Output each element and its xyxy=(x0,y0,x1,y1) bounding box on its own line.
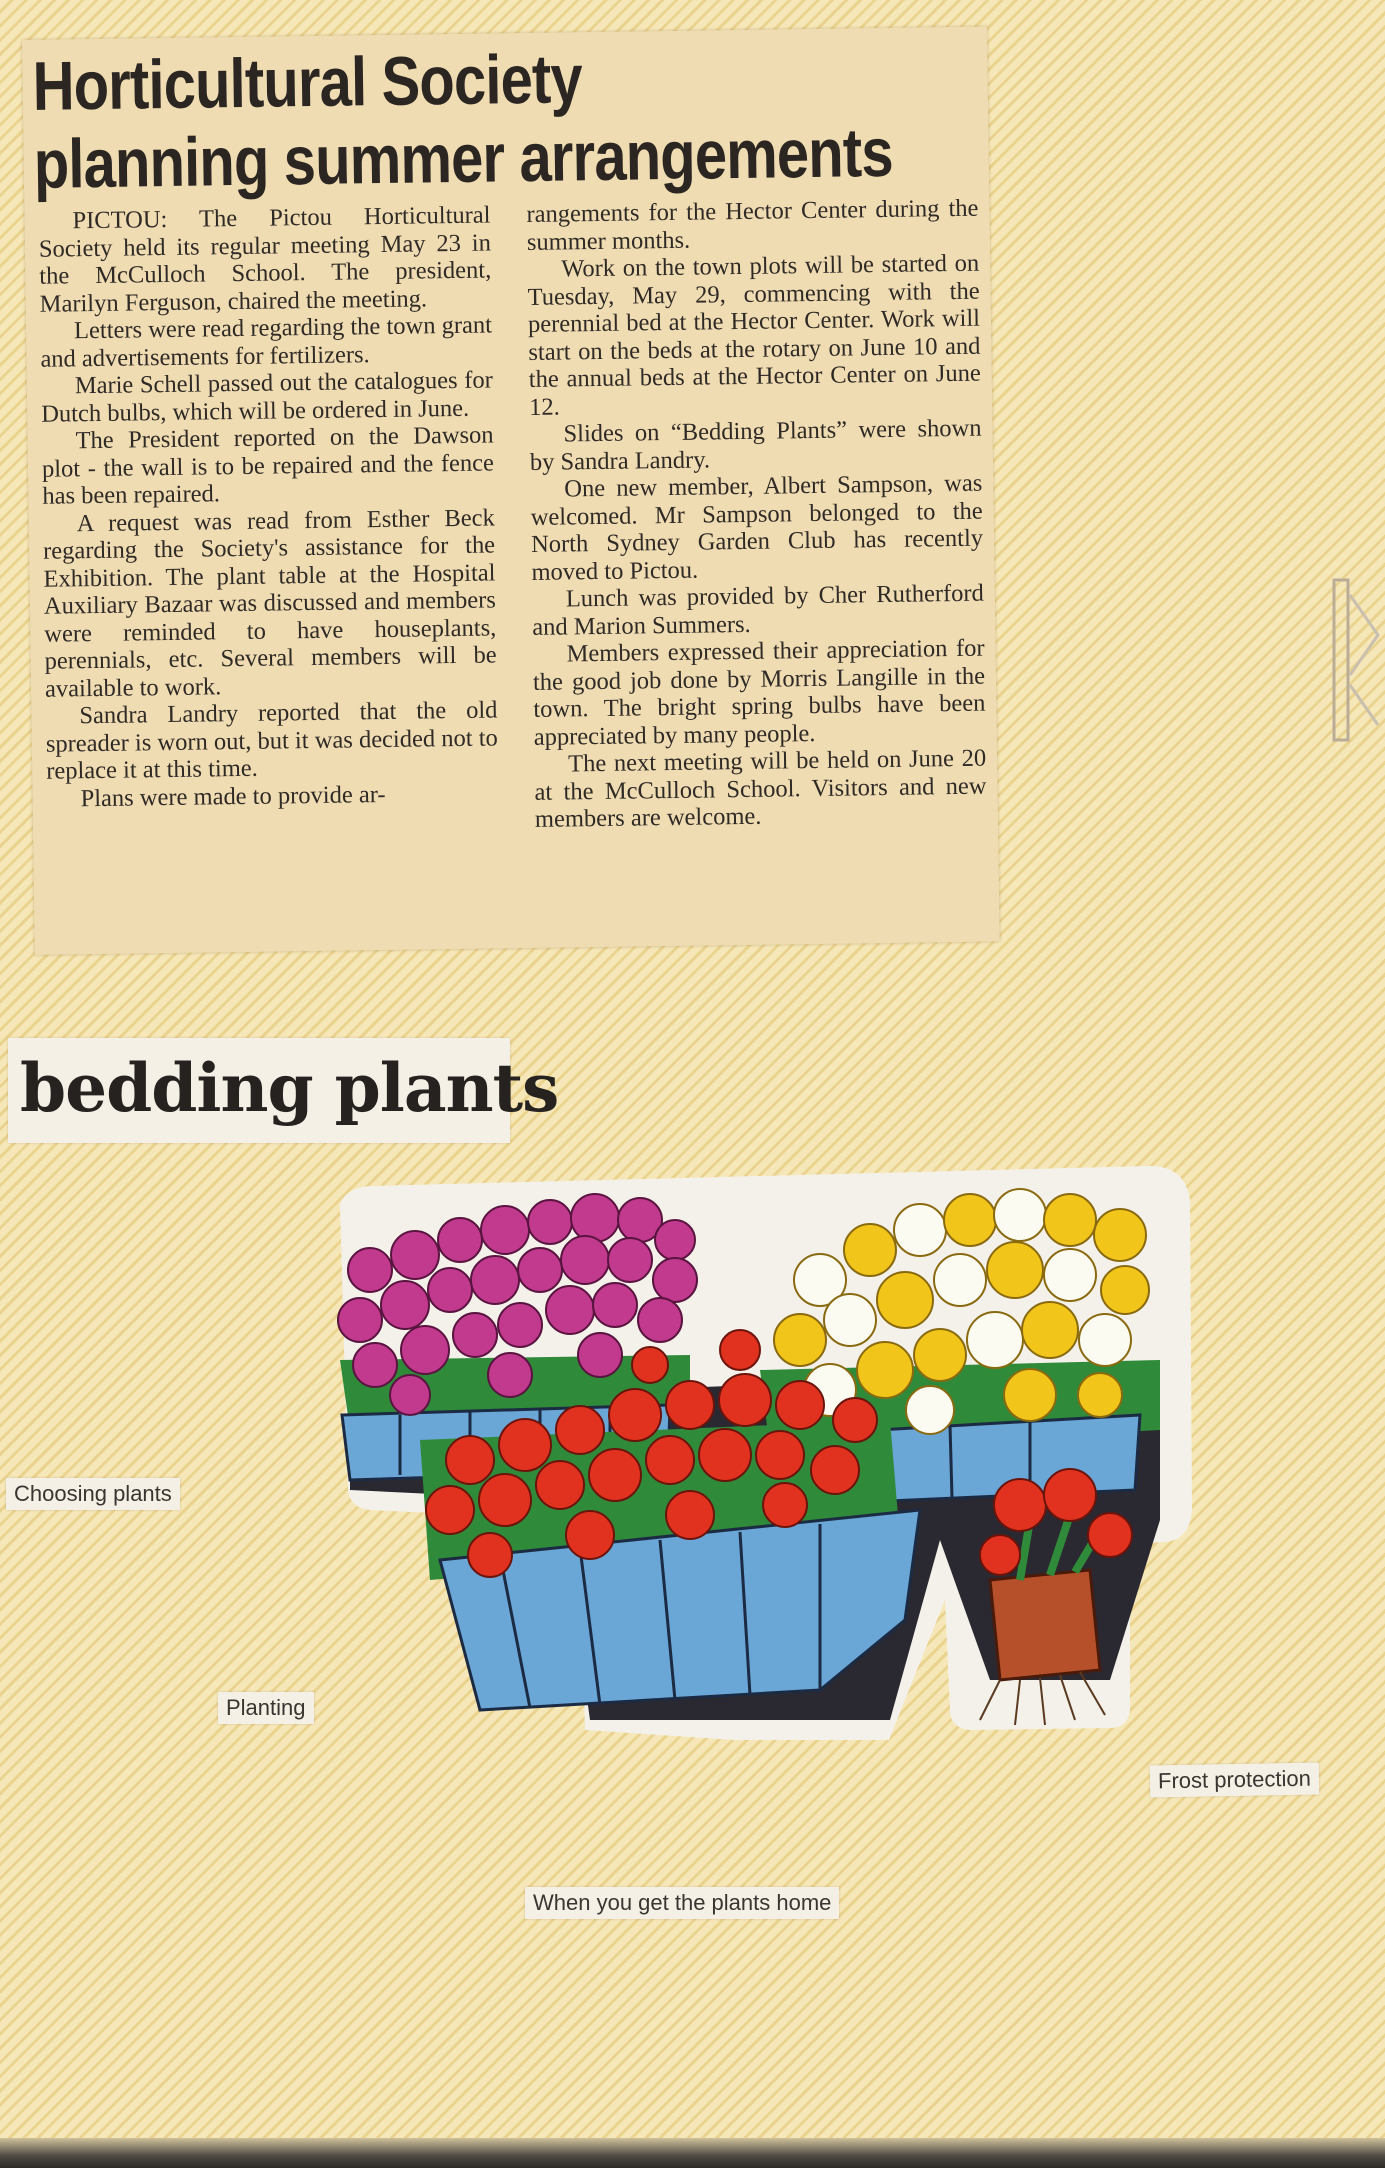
paragraph: Marie Schell passed out the catalogues for Dutch bulbs, which will be ordered in June. xyxy=(41,366,493,428)
paragraph: The next meeting will be held on June 20 at the McCulloch School. Visitors and new members are welcome. xyxy=(534,744,987,833)
paragraph: The President reported on the Dawson plot - the wall is to be repaired and the fence has been repaired. xyxy=(41,421,495,510)
page-edge-mark xyxy=(1332,575,1382,745)
paragraph: Lunch was provided by Cher Rutherford and Marion Summers. xyxy=(532,579,985,641)
paragraph: One new member, Albert Sampson, was welcomed. Mr Sampson belonged to the North Sydney Garden Club has recently moved to Pictou. xyxy=(530,469,984,586)
paragraph: PICTOU: The Pictou Horticultural Society held its regular meeting May 23 in the McCulloch School. The president, Marilyn Ferguson, chaired the meeting. xyxy=(38,201,492,318)
label-when-you-get-plants-home: When you get the plants home xyxy=(525,1887,839,1919)
paragraph: Sandra Landry reported that the old spreader is worn out, but it was decided not to replace it at this time. xyxy=(45,696,498,785)
label-frost-protection: Frost protection xyxy=(1150,1763,1319,1798)
article-body xyxy=(38,195,988,948)
article-headline xyxy=(32,37,894,204)
bedding-plants-title: bedding plants xyxy=(8,1038,510,1143)
paragraph: Members expressed their appreciation for the good job done by Morris Langille in the town. The bright spring bulbs have been appreciated by many people. xyxy=(532,634,986,751)
paragraph: A request was read from Esther Beck regarding the Society's assistance for the Exhibition. The plant table at the Hospital Auxiliary Bazaar was discussed and members were reminded to have houseplants, perennials, etc. Several members will be available to work. xyxy=(42,503,497,703)
flower-trays-illustration xyxy=(330,1160,1200,1740)
article-column-1 xyxy=(38,201,500,947)
label-planting: Planting xyxy=(218,1692,314,1724)
paragraph: Letters were read regarding the town grant and advertisements for fertilizers. xyxy=(40,311,493,373)
paragraph: Work on the town plots will be started on Tuesday, May 29, commencing with the perennial bed at the Hector Center. Work will start on the beds at the rotary on June 10 and the annual beds at the Hector Center on June 12. xyxy=(527,249,981,421)
paragraph: rangements for the Hector Center during the summer months. xyxy=(526,194,979,256)
paragraph: Plans were made to provide ar- xyxy=(80,780,386,812)
paragraph: Slides on “Bedding Plants” were shown by Sandra Landry. xyxy=(529,414,982,476)
page-bottom-edge xyxy=(0,2138,1385,2168)
headline-line-2: planning summer arrangements xyxy=(33,113,894,203)
newspaper-clipping xyxy=(22,27,1000,955)
headline-line-1: Horticultural Society xyxy=(32,40,583,125)
label-choosing-plants: Choosing plants xyxy=(6,1478,180,1510)
article-column-2 xyxy=(526,195,988,941)
